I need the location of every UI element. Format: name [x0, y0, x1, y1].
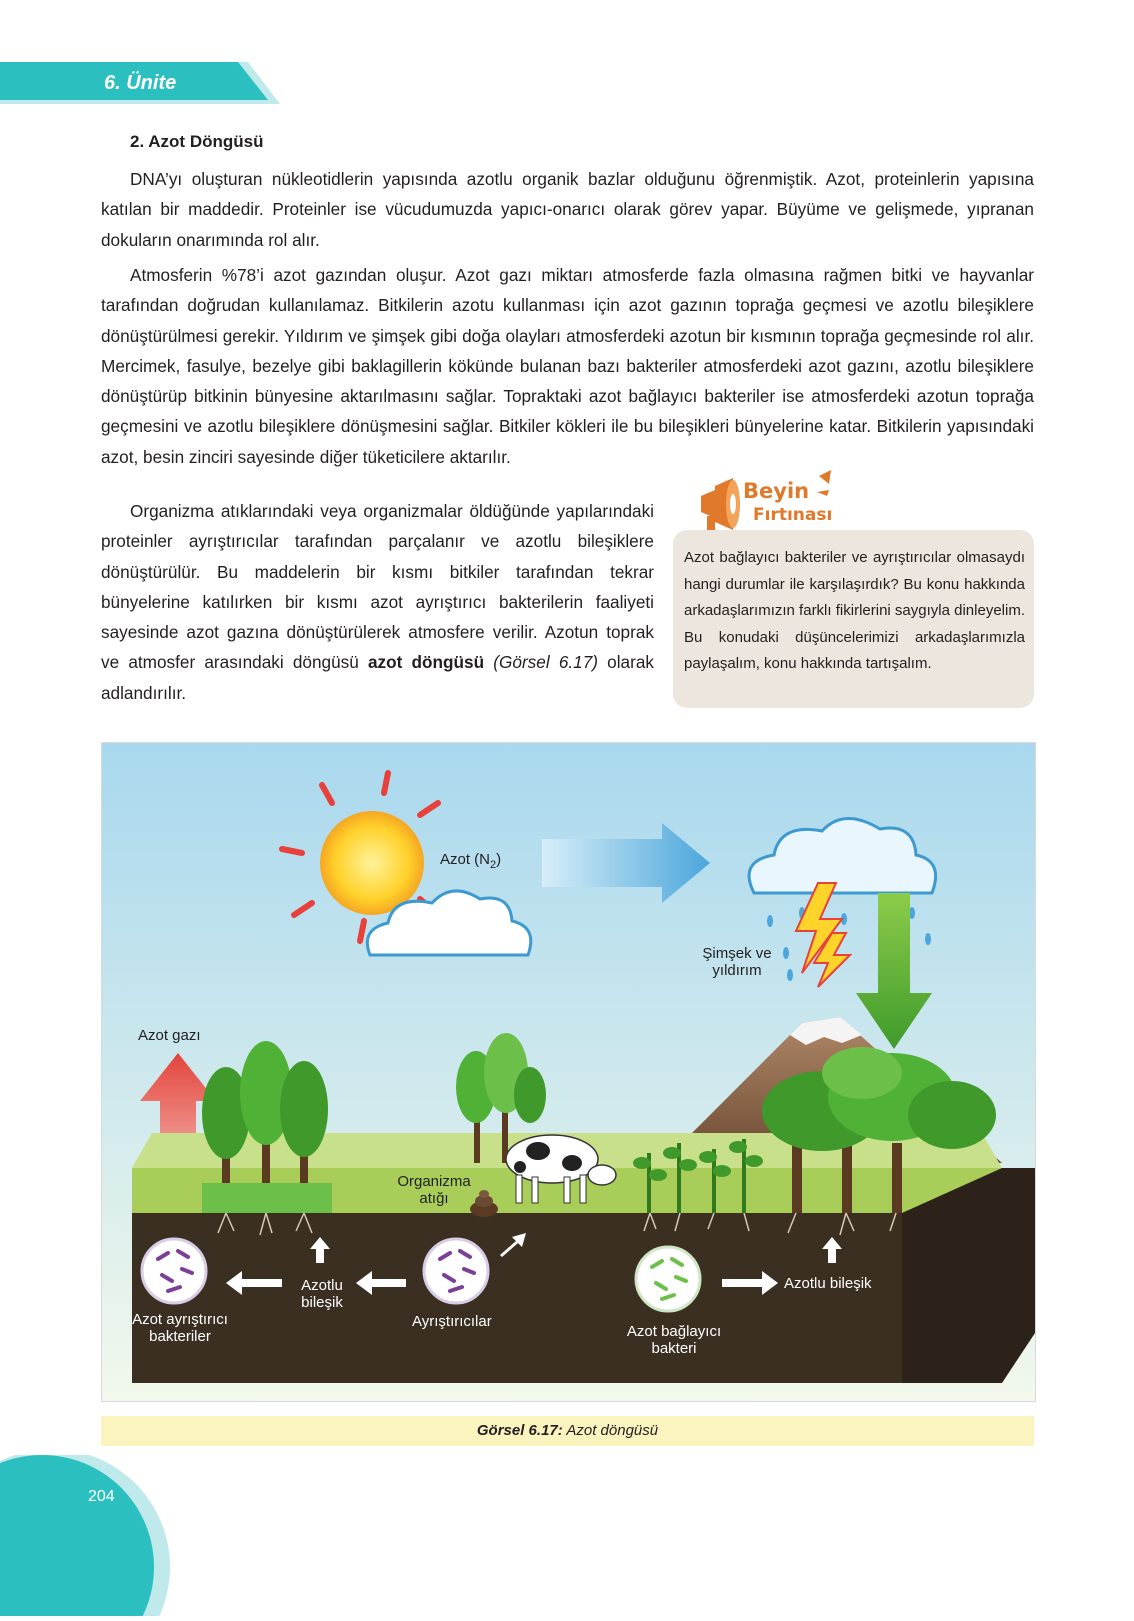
section-title: 2. Azot Döngüsü: [130, 132, 264, 151]
label-azot-gazi: Azot gazı: [138, 1027, 201, 1044]
nitrogen-cycle-figure: [101, 742, 1036, 1402]
unit-label: 6. Ünite: [104, 72, 177, 94]
paragraph-1: [101, 164, 1034, 255]
figure-caption: [101, 1416, 1034, 1446]
paragraph-3-end: olarak adlandırılır.: [101, 652, 654, 703]
paragraph-1-text: DNA’yı oluşturan nükleotidlerin yapısında azotlu organik bazlar olduğunu öğrenmiştik. Azot, proteinlerin yapısına katılan bir maddedir. Proteinler ise vücudumuzda yapıcı-onarıcı olarak görev yapar. Büyüme ve gelişmede, yıpranan dokuların onarımında rol alır.: [101, 169, 1034, 250]
brainstorm-title-1: Beyin: [743, 479, 810, 503]
paragraph-3-bold: azot döngüsü: [368, 652, 485, 673]
decomposer-bacteria-left-icon: [142, 1239, 206, 1303]
caption-label: Görsel 6.17:: [476, 1422, 563, 1439]
label-azot-baglayici-bakteri: Azot bağlayıcı bakteri: [626, 1323, 722, 1357]
brainstorm-title: [693, 470, 893, 530]
label-azot-ayristirici-bakteriler: Azot ayrıştırıcı bakteriler: [132, 1311, 228, 1345]
label-simsek: Şimşek ve yıldırım: [702, 945, 772, 979]
megaphone-icon: [701, 478, 740, 530]
label-ayristiricilar: Ayrıştırıcılar: [412, 1313, 492, 1330]
paragraph-2-text: Atmosferin %78’i azot gazından oluşur. Azot gazı miktarı atmosferde fazla olmasına rağmen bitki ve hayvanlar tarafından doğrudan kullanılamaz. Bitkilerin azotu kullanması için azot gazının toprağa geçmesi ve azotlu bileşiklere dönüştürülmesi gerekir. Yıldırım ve şimşek gibi doğa olayları atmosferdeki azotun bir kısmının toprağa geçmesinde rol alır. Mercimek, fasulye, bezelye gibi baklagillerin kökünde bulanan bazı bakteriler atmosferdeki azot gazını, azotlu bileşiklere dönüştürüp bitkinin bünyesine aktarılmasını sağlar. Topraktaki azot bağlayıcı bakteriler ise atmosferdeki azotun toprağa geçmesini ve azotlu bileşiklere dönüşmesini sağlar. Bitkiler kökleri ile bu bileşikleri bünyelerine katar. Bitkilerin yapısındaki azot, besin zinciri sayesinde diğer tüketicilere aktarılır.: [101, 265, 1034, 467]
caption-text: Azot döngüsü: [562, 1422, 659, 1439]
label-azot-n2: Azot $(N_2)$: [440, 851, 502, 871]
paragraph-3: [101, 496, 654, 708]
page-number-badge: [0, 1455, 180, 1616]
paragraph-2: [101, 260, 1034, 472]
page-number: 204: [88, 1488, 115, 1505]
decomposer-bacteria-middle-icon: [424, 1239, 488, 1303]
label-organizma-atigi: Organizma atığı: [397, 1173, 471, 1207]
brainstorm-text: Azot bağlayıcı bakteriler ve ayrıştırıcılar olmasaydı hangi durumlar ile karşılaşırdık? Bu konu hakkında arkadaşlarımızın farklı fikirlerini saygıyla dinleyelim. Bu konudaki düşüncelerimizi arkadaşlarımızla paylaşalım, konu hakkında tartışalım.: [684, 549, 1025, 672]
brainstorm-title-2: Fırtınası: [753, 505, 833, 525]
nitrogen-cycle-illustration: [102, 743, 1035, 1401]
label-azotlu-bilesik-left: Azotlu bileşik: [301, 1277, 343, 1311]
label-azotlu-bilesik-right: Azotlu bileşik: [784, 1275, 872, 1292]
paragraph-3-text: Organizma atıklarındaki veya organizmalar öldüğünde yapılarındaki proteinler ayrıştırıcılar tarafından parçalanır ve azotlu bileşiklere dönüştürülür. Bu maddelerin bir kısmı bitkiler tarafından tekrar bünyelerine katılırken bir kısmı azot ayrıştırıcı bakterilerin faaliyeti sayesinde azot gazına dönüştürülerek atmosfere verilir. Azotun toprak ve atmosfer arasındaki döngüsü: [101, 501, 654, 673]
fixing-bacteria-icon: [636, 1247, 700, 1311]
paragraph-3-ref: (Görsel 6.17): [493, 652, 598, 673]
